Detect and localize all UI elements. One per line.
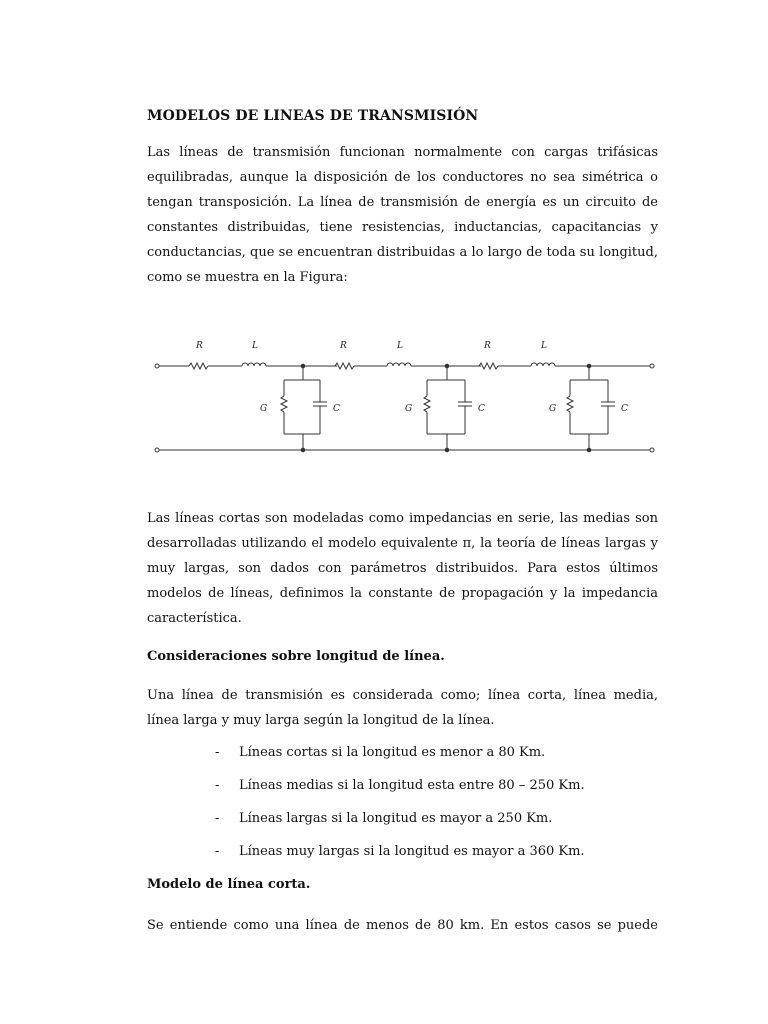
document-content-lower [147, 506, 658, 938]
document-content [147, 106, 658, 290]
label-r-1: R [196, 341, 203, 351]
inductor-3 [531, 363, 555, 366]
label-r-3: R [484, 341, 491, 351]
terminal-left-bottom [155, 448, 159, 452]
list-marker: - [215, 811, 220, 826]
label-c-1: C [333, 404, 340, 414]
terminal-left-top [155, 364, 159, 368]
paragraph-models: Las líneas cortas son modeladas como impedancias en serie, las medias son desarrolladas utilizando el modelo equivalente π, la teoría de líneas largas y muy largas, son dados con parámetros distribuidos. Para estos últimos modelos de líneas, definimos la constante de propagación y la impedancia característica. [147, 511, 658, 626]
list-item: - Líneas cortas si la longitud es menor a 80 Km. [147, 743, 658, 776]
label-l-3: L [541, 341, 547, 351]
inductor-2 [387, 363, 411, 366]
list-marker: - [215, 745, 220, 760]
terminal-right-top [650, 364, 654, 368]
label-g-1: G [260, 404, 268, 414]
list-item: - Líneas muy largas si la longitud es mayor a 360 Km. [147, 842, 658, 875]
conductance-1 [281, 396, 287, 412]
transmission-line-figure [147, 330, 667, 460]
page-title: MODELOS DE LINEAS DE TRANSMISIÓN [147, 108, 479, 124]
resistor-1 [189, 363, 208, 369]
resistor-3 [479, 363, 498, 369]
list-marker: - [215, 844, 220, 859]
circuit-diagram [147, 330, 667, 460]
paragraph-classification: Una línea de transmisión es considerada como; línea corta, línea media, línea larga y muy larga según la longitud de la línea. [147, 688, 658, 728]
resistor-2 [335, 363, 354, 369]
conductance-2 [424, 396, 430, 412]
list-marker: - [215, 778, 220, 793]
label-r-2: R [340, 341, 347, 351]
length-list [147, 743, 658, 875]
label-c-3: C [621, 404, 628, 414]
list-item: - Líneas largas si la longitud es mayor a 250 Km. [147, 809, 658, 842]
terminal-right-bottom [650, 448, 654, 452]
section-heading-short-line: Modelo de línea corta. [147, 877, 311, 892]
section-heading-length: Consideraciones sobre longitud de línea. [147, 649, 445, 664]
label-g-2: G [405, 404, 413, 414]
paragraph-short-line: Se entiende como una línea de menos de 80 km. En estos casos se puede [147, 918, 658, 933]
paragraph-intro: Las líneas de transmisión funcionan normalmente con cargas trifásicas equilibradas, aunque la disposición de los conductores no sea simétrica o tengan transposición. La línea de transmisión de energía es un circuito de constantes distribuidas, tiene resistencias, inductancias, capacitancias y conductancias, que se encuentran distribuidas a lo largo de toda su longitud, como se muestra en la Figura: [147, 145, 658, 285]
label-c-2: C [478, 404, 485, 414]
label-l-1: L [252, 341, 258, 351]
inductor-1 [242, 363, 266, 366]
conductance-3 [567, 396, 573, 412]
list-item: - Líneas medias si la longitud esta entre 80 – 250 Km. [147, 776, 658, 809]
label-l-2: L [397, 341, 403, 351]
label-g-3: G [549, 404, 557, 414]
